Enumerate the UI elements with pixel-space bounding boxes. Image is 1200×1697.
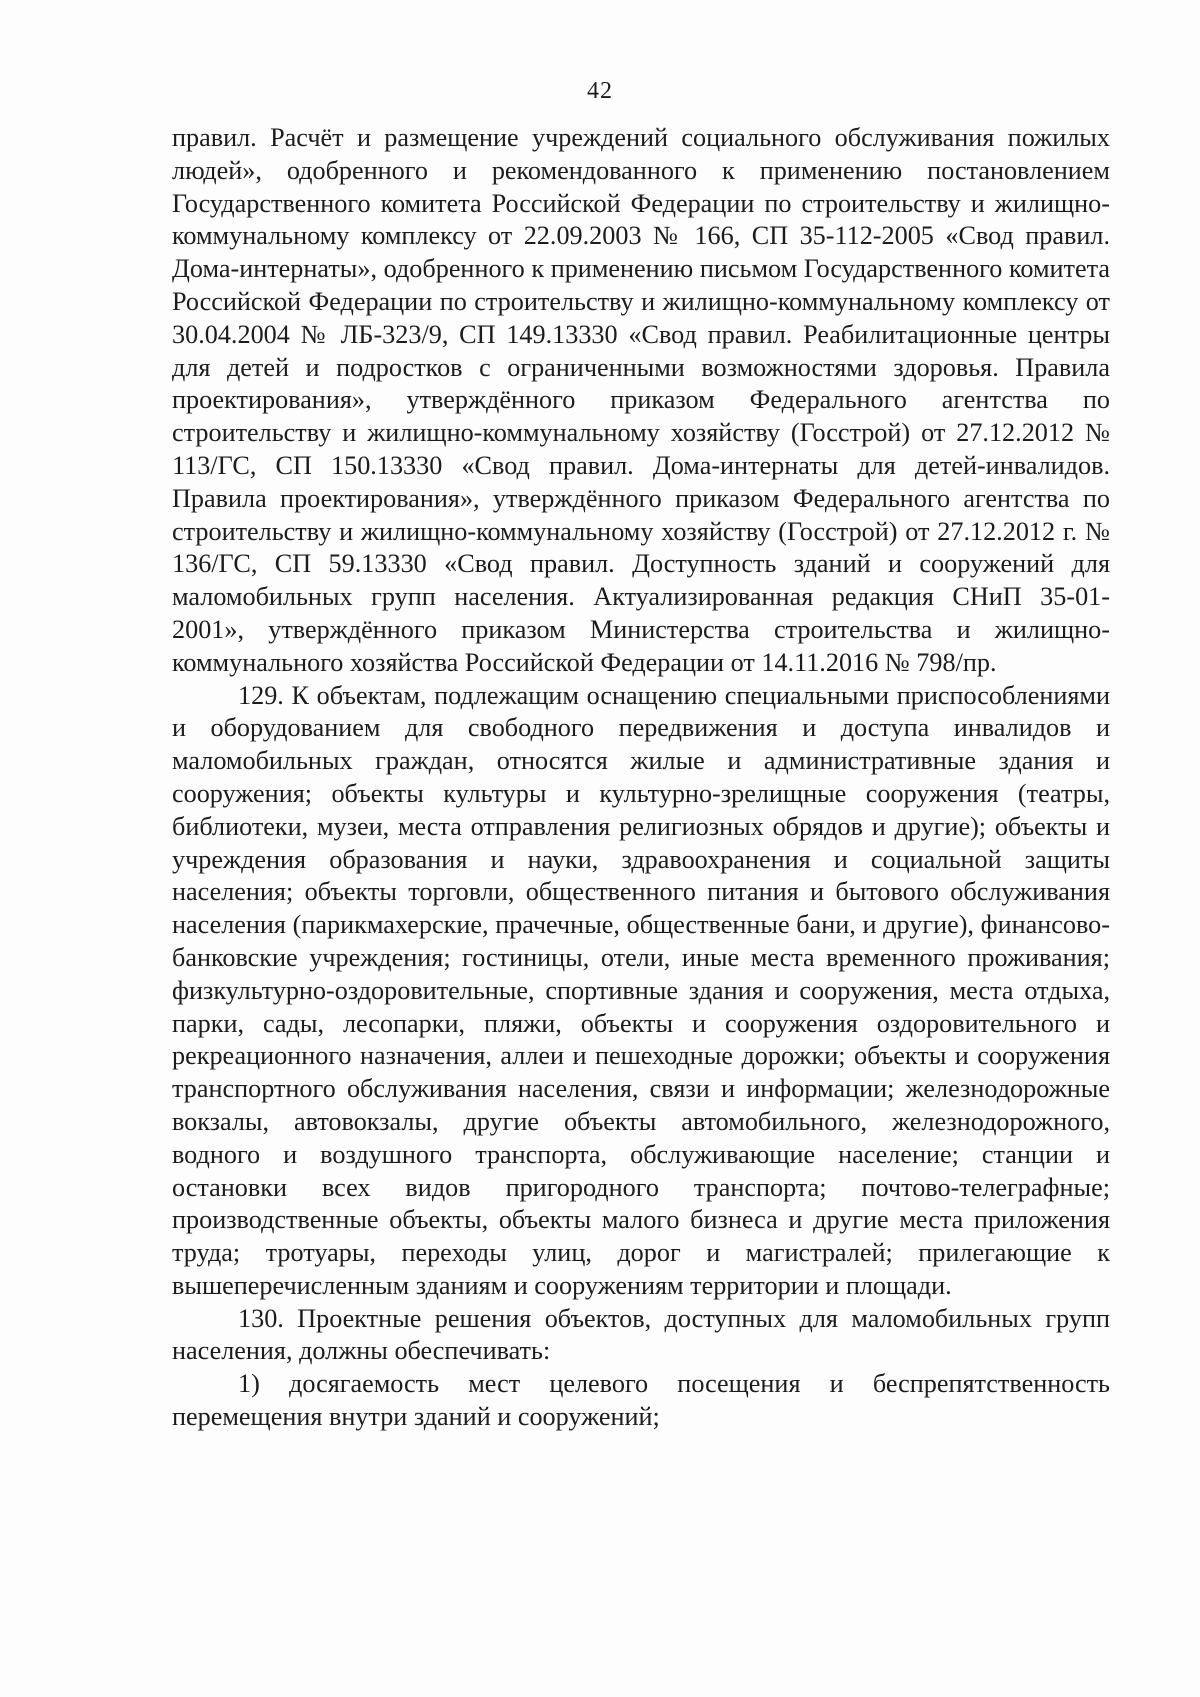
paragraph-continuation: правил. Расчёт и размещение учреждений социального обслуживания пожилых людей», одобренного и рекомендованного к применению постановлением Государственного комитета Российской Федерации по строительству и жилищно-коммунальному комплексу от 22.09.2003 № 166, СП 35-112-2005 «Свод правил. Дома-интернаты», одобренного к применению письмом Государственного комитета Российской Федерации по строительству и жилищно-коммунальному комплексу от 30.04.2004 № ЛБ-323/9, СП 149.13330 «Свод правил. Реабилитационные центры для детей и подростков с ограниченными возможностями здоровья. Правила проектирования», утверждённого приказом Федерального агентства по строительству и жилищно-коммунальному хозяйству (Госстрой) от 27.12.2012 № 113/ГС, СП 150.13330 «Свод правил. Дома-интернаты для детей-инвалидов. Правила проектирования», утверждённого приказом Федерального агентства по строительству и жилищно-коммунальному хозяйству (Госстрой) от 27.12.2012 г. № 136/ГС, СП 59.13330 «Свод правил. Доступность зданий и сооружений для маломобильных групп населения. Актуализированная редакция СНиП 35-01-2001», утверждённого приказом Министерства строительства и жилищно-коммунального хозяйства Российской Федерации от 14.11.2016 № 798/пр. <box>172 123 1110 677</box>
paragraph-129: 129. К объектам, подлежащим оснащению специальными приспособлениями и оборудованием для свободного передвижения и доступа инвалидов и маломобильных граждан, относятся жилые и административные здания и сооружения; объекты культуры и культурно-зрелищные сооружения (театры, библиотеки, музеи, места отправления религиозных обрядов и другие); объекты и учреждения образования и науки, здравоохранения и социальной защиты населения; объекты торговли, общественного питания и бытового обслуживания населения (парикмахерские, прачечные, общественные бани, и другие), финансово-банковские учреждения; гостиницы, отели, иные места временного проживания; физкультурно-оздоровительные, спортивные здания и сооружения, места отдыха, парки, сады, лесопарки, пляжи, объекты и сооружения оздоровительного и рекреационного назначения, аллеи и пешеходные дорожки; объекты и сооружения транспортного обслуживания населения, связи и информации; железнодорожные вокзалы, автовокзалы, другие объекты автомобильного, железнодорожного, водного и воздушного транспорта, обслуживающие население; станции и остановки всех видов пригородного транспорта; почтово-телеграфные; производственные объекты, объекты малого бизнеса и другие места приложения труда; тротуары, переходы улиц, дорог и магистралей; прилегающие к вышеперечисленным зданиям и сооружениям территории и площади. <box>172 680 1110 1300</box>
document-body <box>172 122 1110 1434</box>
paragraph-130-item-1: 1) досягаемость мест целевого посещения и беспрепятственность перемещения внутри зданий и сооружений; <box>172 1369 1110 1432</box>
paragraph-130: 130. Проектные решения объектов, доступных для маломобильных групп населения, должны обеспечивать: <box>172 1303 1110 1366</box>
page-number: 42 <box>587 78 613 104</box>
